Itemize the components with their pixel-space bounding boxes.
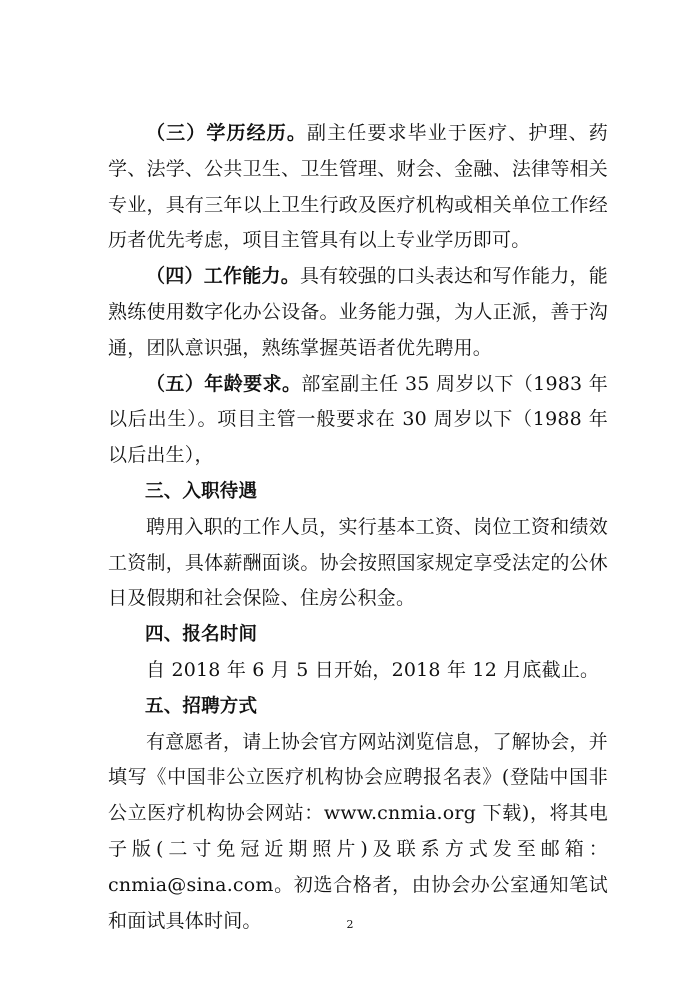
heading-registration-time: 四、报名时间 — [145, 624, 258, 646]
paragraph-registration-time: 自 2018 年 6 月 5 日开始，2018 年 12 月底截止。 — [146, 658, 600, 681]
text-education: 副主任要求毕业于医疗、护理、药学、法学、公共卫生、卫生管理、财会、金融、法律等相关专业，具有三年以上卫生行政及医疗机构或相关单位工作经历者优先考虑，项目主管具有以上专业学历即可。 — [108, 122, 608, 252]
text-age: 部室副主任 35 周岁以下（1983 年以后出生）。项目主管一般要求在 30 周岁以下（1988 年以后出生）， — [108, 372, 608, 467]
label-age: （五）年龄要求。 — [146, 372, 302, 395]
paragraph-recruitment-method: 有意愿者，请上协会官方网站浏览信息，了解协会，并填写《中国非公立医疗机构协会应聘报名表》(登陆中国非公立医疗机构协会网站：www.cnmia.org 下载)，将其电子版(二寸免冠近期照片)及联系方式发至邮箱：cnmia@sina.com。初选合格者，由协会办公室通知笔试和面试具体时间。 — [108, 730, 608, 932]
paragraph-age — [108, 367, 608, 474]
label-ability: （四）工作能力。 — [146, 265, 301, 288]
paragraph-education — [108, 116, 608, 259]
label-education: （三）学历经历。 — [146, 122, 308, 144]
text-ability: 具有较强的口头表达和写作能力，能熟练使用数字化办公设备。业务能力强，为人正派，善于沟通，团队意识强，熟练掌握英语者优先聘用。 — [108, 265, 608, 359]
page-number: 2 — [346, 918, 354, 931]
heading-recruitment-method: 五、招聘方式 — [145, 695, 258, 717]
document-body — [108, 116, 608, 939]
heading-benefits: 三、入职待遇 — [145, 480, 258, 502]
paragraph-ability — [108, 259, 608, 366]
paragraph-benefits: 聘用入职的工作人员，实行基本工资、岗位工资和绩效工资制，具体薪酬面谈。协会按照国家规定享受法定的公休日及假期和社会保险、住房公积金。 — [108, 515, 608, 610]
